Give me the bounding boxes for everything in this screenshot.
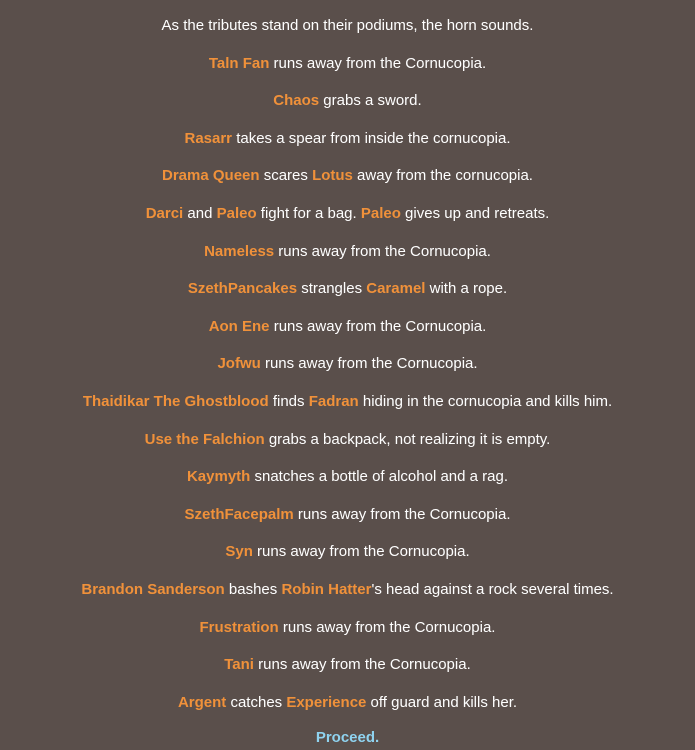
event-text: takes a spear from inside the cornucopia. xyxy=(232,129,511,147)
event-line xyxy=(0,694,695,711)
tribute-name: Drama Queen xyxy=(162,167,260,185)
event-line xyxy=(0,167,695,184)
event-text: with a rope. xyxy=(425,280,508,298)
tribute-name: Paleo xyxy=(216,204,257,222)
event-line xyxy=(0,243,695,260)
event-line xyxy=(0,468,695,485)
event-line xyxy=(0,92,695,109)
event-line xyxy=(0,431,695,448)
tribute-name: Lotus xyxy=(312,167,353,185)
tribute-name: Experience xyxy=(286,693,367,711)
event-line xyxy=(0,656,695,673)
tribute-name: Syn xyxy=(225,543,253,561)
event-text: and xyxy=(183,204,217,222)
tribute-name: Fadran xyxy=(308,392,359,410)
event-text: runs away from the Cornucopia. xyxy=(252,543,470,561)
tribute-name: SzethPancakes xyxy=(187,280,298,298)
event-line xyxy=(0,581,695,598)
tribute-name: Jofwu xyxy=(217,355,261,373)
tribute-name: SzethFacepalm xyxy=(184,505,294,523)
event-text: runs away from the Cornucopia. xyxy=(253,656,471,674)
event-line xyxy=(0,205,695,222)
event-text: runs away from the Cornucopia. xyxy=(260,355,478,373)
event-text: runs away from the Cornucopia. xyxy=(269,317,487,335)
tribute-name: Chaos xyxy=(273,92,320,110)
proceed-link[interactable]: Proceed. xyxy=(315,729,380,747)
event-line xyxy=(0,55,695,72)
event-text: grabs a sword. xyxy=(319,92,422,110)
event-text: runs away from the Cornucopia. xyxy=(293,505,511,523)
event-text: finds xyxy=(268,392,309,410)
tribute-name: Caramel xyxy=(366,280,426,298)
event-text: runs away from the Cornucopia. xyxy=(278,618,496,636)
event-line xyxy=(0,130,695,147)
tribute-name: Rasarr xyxy=(184,129,233,147)
tribute-name: Nameless xyxy=(204,242,275,260)
tribute-name: Aon Ene xyxy=(208,317,270,335)
event-line xyxy=(0,506,695,523)
event-line xyxy=(0,355,695,372)
event-text: away from the cornucopia. xyxy=(352,167,533,185)
event-text: catches xyxy=(226,693,287,711)
event-text: fight for a bag. xyxy=(256,204,361,222)
event-text: gives up and retreats. xyxy=(400,204,550,222)
event-line xyxy=(0,543,695,560)
event-line xyxy=(0,393,695,410)
tribute-name: Argent xyxy=(177,693,227,711)
tribute-name: Brandon Sanderson xyxy=(81,580,225,598)
tribute-name: Thaidikar The Ghostblood xyxy=(82,392,269,410)
tribute-name: Paleo xyxy=(360,204,401,222)
event-line xyxy=(0,318,695,335)
event-text: strangles xyxy=(297,280,367,298)
tribute-name: Robin Hatter xyxy=(281,580,372,598)
intro-message: As the tributes stand on their podiums, the horn sounds. xyxy=(161,17,534,34)
event-text: grabs a backpack, not realizing it is empty. xyxy=(264,430,551,448)
tribute-name: Darci xyxy=(145,204,184,222)
event-text: runs away from the Cornucopia. xyxy=(274,242,491,260)
event-text: snatches a bottle of alcohol and a rag. xyxy=(250,468,509,486)
event-line xyxy=(0,619,695,636)
tribute-name: Frustration xyxy=(199,618,279,636)
proceed-container xyxy=(0,729,695,746)
event-text: off guard and kills her. xyxy=(366,693,518,711)
tribute-name: Use the Falchion xyxy=(144,430,265,448)
event-line xyxy=(0,280,695,297)
event-text: hiding in the cornucopia and kills him. xyxy=(358,392,613,410)
event-text: 's head against a rock several times. xyxy=(371,580,614,598)
event-text: bashes xyxy=(224,580,282,598)
tribute-name: Taln Fan xyxy=(208,54,270,72)
event-text: runs away from the Cornucopia. xyxy=(269,54,487,72)
tribute-name: Kaymyth xyxy=(186,468,251,486)
tribute-name: Tani xyxy=(224,656,254,674)
event-text: scares xyxy=(259,167,313,185)
event-list xyxy=(0,55,695,711)
